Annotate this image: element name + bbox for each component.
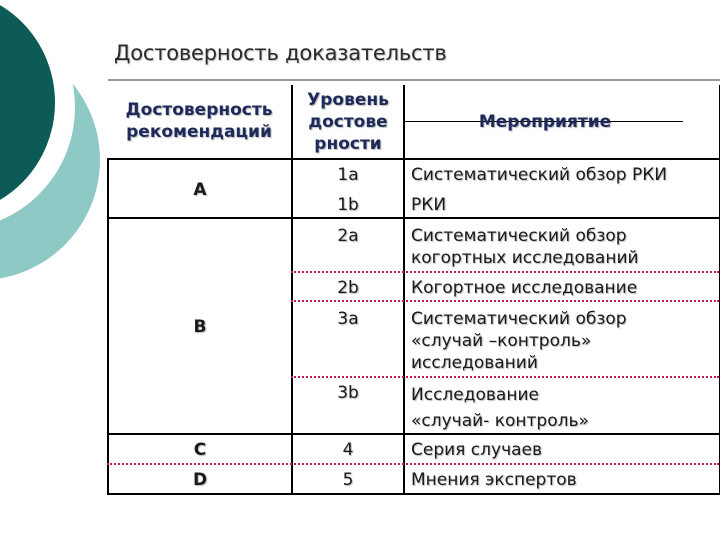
level-1b: 1b (337, 195, 359, 215)
slide-title: Достоверность доказательств (114, 41, 447, 65)
action-2b-line1: Когортное исследование (411, 278, 638, 298)
row-rule-dotted-1 (291, 271, 719, 273)
action-2b (411, 277, 716, 299)
action-5-line1: Мнения экспертов (411, 470, 577, 490)
header-level (293, 89, 403, 155)
header-recommendation-line2: рекомендаций (126, 122, 272, 142)
grade-b: В (193, 317, 207, 337)
action-4-line1: Серия случаев (411, 440, 543, 460)
table-bottom-rule (107, 493, 720, 495)
header-recommendation (109, 99, 289, 143)
level-1a: 1a (337, 165, 359, 185)
action-3b (411, 382, 716, 434)
row-rule-a (107, 217, 720, 219)
action-4 (411, 439, 716, 461)
action-1b (411, 194, 716, 216)
level-4: 4 (342, 440, 354, 460)
action-3b-line2: «случай- контроль» (411, 411, 589, 431)
action-3b-line1: Исследование (411, 385, 539, 405)
action-1a (411, 164, 716, 186)
row-rule-dotted-2 (291, 300, 719, 302)
header-level-line1: Уровень (307, 90, 389, 110)
level-3b: 3b (337, 383, 359, 403)
action-3a-line1: Систематический обзор (411, 309, 627, 329)
action-2a (411, 225, 716, 269)
action-2a-line1: Систематический обзор (411, 226, 627, 246)
row-rule-dotted-4 (107, 463, 719, 465)
level-2a: 2a (337, 226, 359, 246)
header-bottom-rule (107, 158, 720, 160)
action-2a-line2: когортных исследований (411, 248, 639, 268)
grade-a: А (193, 180, 207, 200)
action-1b-line1: РКИ (411, 195, 447, 215)
action-3a-line3: исследований (411, 353, 538, 373)
header-level-line2: достове (308, 112, 388, 132)
grade-d: D (192, 470, 208, 490)
action-1a-line1: Систематический обзор РКИ (411, 165, 667, 185)
action-3a-line2: «случай –контроль» (411, 331, 592, 351)
level-5: 5 (342, 470, 354, 490)
grade-c: С (193, 440, 207, 460)
row-rule-dotted-3 (291, 376, 719, 378)
action-3a (411, 308, 716, 374)
header-action: Мероприятие (478, 112, 612, 132)
level-2b: 2b (337, 278, 359, 298)
action-5 (411, 469, 716, 491)
header-level-line3: рности (314, 134, 382, 154)
header-recommendation-line1: Достоверность (125, 100, 273, 120)
level-3a: 3a (337, 309, 359, 329)
